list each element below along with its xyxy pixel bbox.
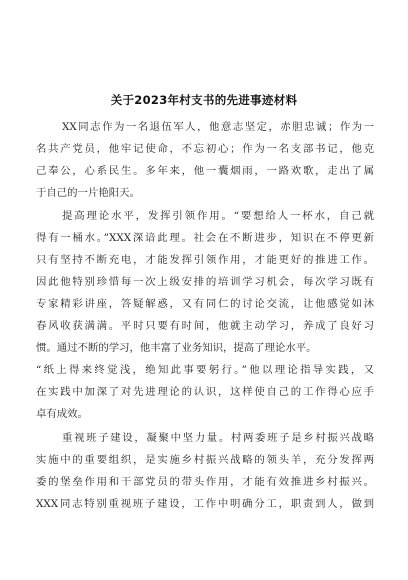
- body-line: 得有一桶水。”XXX深谙此理。社会在不断进步，知识在不停更新: [36, 232, 374, 244]
- body-line: 于自己的一片艳阳天。: [36, 187, 140, 199]
- body-line: XXX同志特别重视班子建设，工作中明确分工，职责到人，做到: [36, 498, 374, 510]
- body-line: 重视班子建设，凝聚中坚力量。村两委班子是乡村振兴战略: [62, 432, 374, 444]
- body-line: 专家精彩讲座，答疑解惑，又有同仁的讨论交流，让他感觉如沐: [36, 298, 374, 310]
- body-line: 实施中的重要组织，是实施乡村振兴战略的领头羊，充分发挥两: [36, 454, 374, 466]
- body-line: 因此他特别珍惜每一次上级安排的培训学习机会，每次学习既有: [36, 276, 374, 288]
- body-line: 提高理论水平，发挥引领作用。“要想给人一杯水，自己就: [62, 210, 374, 222]
- body-line: 春风收获满满。平时只要有时间，他就主动学习，养成了良好习: [36, 320, 374, 332]
- body-line: 卓有成效。: [36, 408, 88, 420]
- body-line: “纸上得来终觉浅，绝知此事要躬行。”他以理论指导实践，又: [36, 364, 374, 376]
- body-line: 己奉公，心系民生。多年来，他一囊烟雨，一路欢歌，走出了属: [36, 165, 374, 177]
- body-line: XX同志作为一名退伍军人，他意志坚定，赤胆忠诚；作为一: [62, 121, 374, 133]
- body-line: 名共产党员，他牢记使命，不忘初心；作为一名支部书记，他克: [36, 143, 374, 155]
- body-line: 在实践中加深了对先进理论的认识，这样使自己的工作得心应手: [36, 386, 374, 398]
- body-line: 只有坚持不断充电，才能发挥引领作用，才能更好的推进工作。: [36, 254, 374, 266]
- document-title: 关于2023年村支书的先进事迹材料: [110, 93, 298, 107]
- body-line: 委的堡垒作用和干部党员的带头作用，才能有效推进乡村振兴。: [36, 476, 374, 488]
- body-line: 惯。通过不断的学习，他丰富了业务知识，提高了理论水平。: [36, 342, 317, 354]
